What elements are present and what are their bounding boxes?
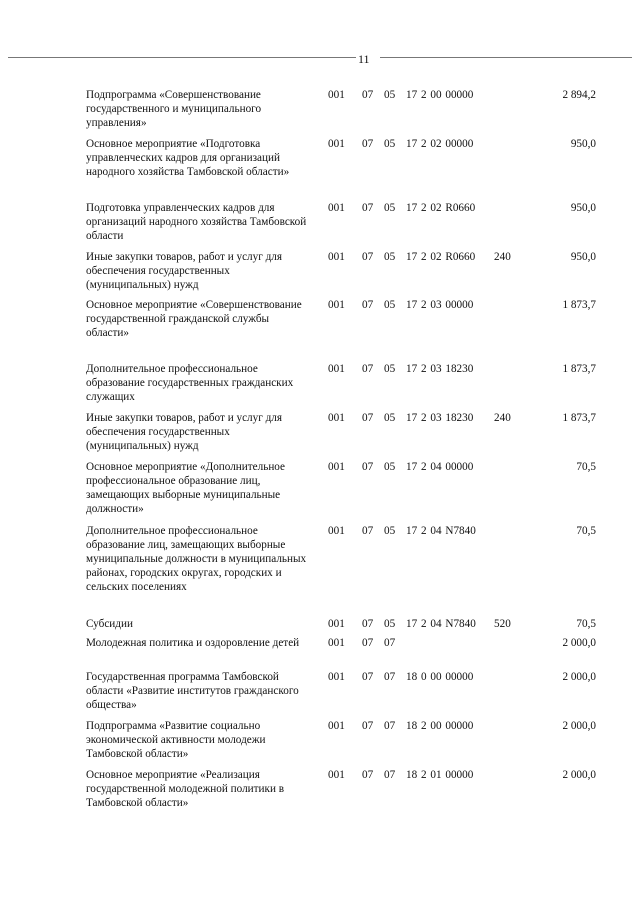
- row-rz: 07: [362, 618, 374, 630]
- row-csr: 17 2 02 R0660: [406, 202, 476, 214]
- row-name: Дополнительное профессиональное образование государственных гражданских служащих: [86, 363, 294, 403]
- row-pr: 05: [384, 525, 396, 537]
- row-ved: 001: [328, 769, 345, 781]
- row-vr: 240: [494, 412, 511, 424]
- row-csr: 17 2 02 00000: [406, 138, 474, 150]
- row-ved: 001: [328, 89, 345, 101]
- row-pr: 05: [384, 461, 396, 473]
- row-ved: 001: [328, 202, 345, 214]
- row-sum: 950,0: [570, 202, 596, 214]
- row-csr: 18 0 00 00000: [406, 671, 474, 683]
- row-csr: 17 2 04 N7840: [406, 525, 476, 537]
- row-name: Основное мероприятие «Совершенствование государственной гражданской службы области»: [86, 299, 302, 339]
- row-rz: 07: [362, 202, 374, 214]
- row-csr: 17 2 03 00000: [406, 299, 474, 311]
- row-sum: 70,5: [576, 461, 596, 473]
- row-name: Основное мероприятие «Дополнительное профессиональное образование лиц, замещающих выборные муниципальные должности»: [86, 461, 286, 515]
- row-pr: 07: [384, 637, 396, 649]
- row-ved: 001: [328, 363, 345, 375]
- row-sum: 1 873,7: [562, 363, 596, 375]
- row-rz: 07: [362, 525, 374, 537]
- row-sum: 2 000,0: [562, 769, 596, 781]
- row-name: Подготовка управленческих кадров для организаций народного хозяйства Тамбовской области: [86, 202, 307, 242]
- row-pr: 07: [384, 769, 396, 781]
- row-ved: 001: [328, 412, 345, 424]
- row-pr: 05: [384, 202, 396, 214]
- row-pr: 05: [384, 618, 396, 630]
- row-name: Дополнительное профессиональное образование лиц, замещающих выборные муниципальные должности в муниципальных районах, городских округах, городских и сельских поселениях: [86, 525, 307, 593]
- row-csr: 18 2 00 00000: [406, 720, 474, 732]
- row-sum: 950,0: [570, 251, 596, 263]
- row-rz: 07: [362, 412, 374, 424]
- row-ved: 001: [328, 299, 345, 311]
- row-sum: 2 894,2: [562, 89, 596, 101]
- row-pr: 05: [384, 299, 396, 311]
- row-sum: 2 000,0: [562, 671, 596, 683]
- row-vr: 520: [494, 618, 511, 630]
- row-csr: 17 2 00 00000: [406, 89, 474, 101]
- row-pr: 05: [384, 412, 396, 424]
- row-sum: 70,5: [576, 618, 596, 630]
- row-vr: 240: [494, 251, 511, 263]
- row-name: Основное мероприятие «Реализация государственной молодежной политики в Тамбовской области»: [86, 769, 285, 809]
- row-csr: 17 2 03 18230: [406, 412, 474, 424]
- row-sum: 950,0: [570, 138, 596, 150]
- row-pr: 07: [384, 671, 396, 683]
- row-rz: 07: [362, 89, 374, 101]
- row-rz: 07: [362, 637, 374, 649]
- row-pr: 05: [384, 89, 396, 101]
- row-sum: 1 873,7: [562, 412, 596, 424]
- header-rule: [8, 57, 632, 58]
- row-ved: 001: [328, 251, 345, 263]
- row-pr: 05: [384, 251, 396, 263]
- row-csr: 17 2 04 N7840: [406, 618, 476, 630]
- row-name: Иные закупки товаров, работ и услуг для обеспечения государственных (муниципальных) нужд: [86, 412, 283, 452]
- row-rz: 07: [362, 138, 374, 150]
- row-rz: 07: [362, 671, 374, 683]
- row-rz: 07: [362, 720, 374, 732]
- row-pr: 05: [384, 363, 396, 375]
- row-rz: 07: [362, 769, 374, 781]
- row-ved: 001: [328, 720, 345, 732]
- row-rz: 07: [362, 363, 374, 375]
- row-name: Основное мероприятие «Подготовка управленческих кадров для организаций народного хозяйства Тамбовской области»: [86, 138, 290, 178]
- row-rz: 07: [362, 461, 374, 473]
- row-pr: 05: [384, 138, 396, 150]
- row-ved: 001: [328, 618, 345, 630]
- row-ved: 001: [328, 525, 345, 537]
- row-ved: 001: [328, 461, 345, 473]
- row-name: Подпрограмма «Развитие социально экономической активности молодежи Тамбовской области»: [86, 720, 266, 760]
- row-csr: 17 2 04 00000: [406, 461, 474, 473]
- row-sum: 2 000,0: [562, 637, 596, 649]
- row-sum: 2 000,0: [562, 720, 596, 732]
- row-sum: 1 873,7: [562, 299, 596, 311]
- page-number: 11: [356, 52, 380, 67]
- row-name: Подпрограмма «Совершенствование государственного и муниципального управления»: [86, 89, 262, 129]
- row-csr: 17 2 02 R0660: [406, 251, 476, 263]
- row-pr: 07: [384, 720, 396, 732]
- row-ved: 001: [328, 671, 345, 683]
- row-name: Государственная программа Тамбовской области «Развитие институтов гражданского общества»: [86, 671, 299, 711]
- row-name: Субсидии: [86, 618, 133, 630]
- row-csr: 17 2 03 18230: [406, 363, 474, 375]
- row-name: Молодежная политика и оздоровление детей: [86, 637, 300, 649]
- row-ved: 001: [328, 138, 345, 150]
- row-sum: 70,5: [576, 525, 596, 537]
- row-csr: 18 2 01 00000: [406, 769, 474, 781]
- row-name: Иные закупки товаров, работ и услуг для обеспечения государственных (муниципальных) нужд: [86, 251, 283, 291]
- row-ved: 001: [328, 637, 345, 649]
- row-rz: 07: [362, 251, 374, 263]
- row-rz: 07: [362, 299, 374, 311]
